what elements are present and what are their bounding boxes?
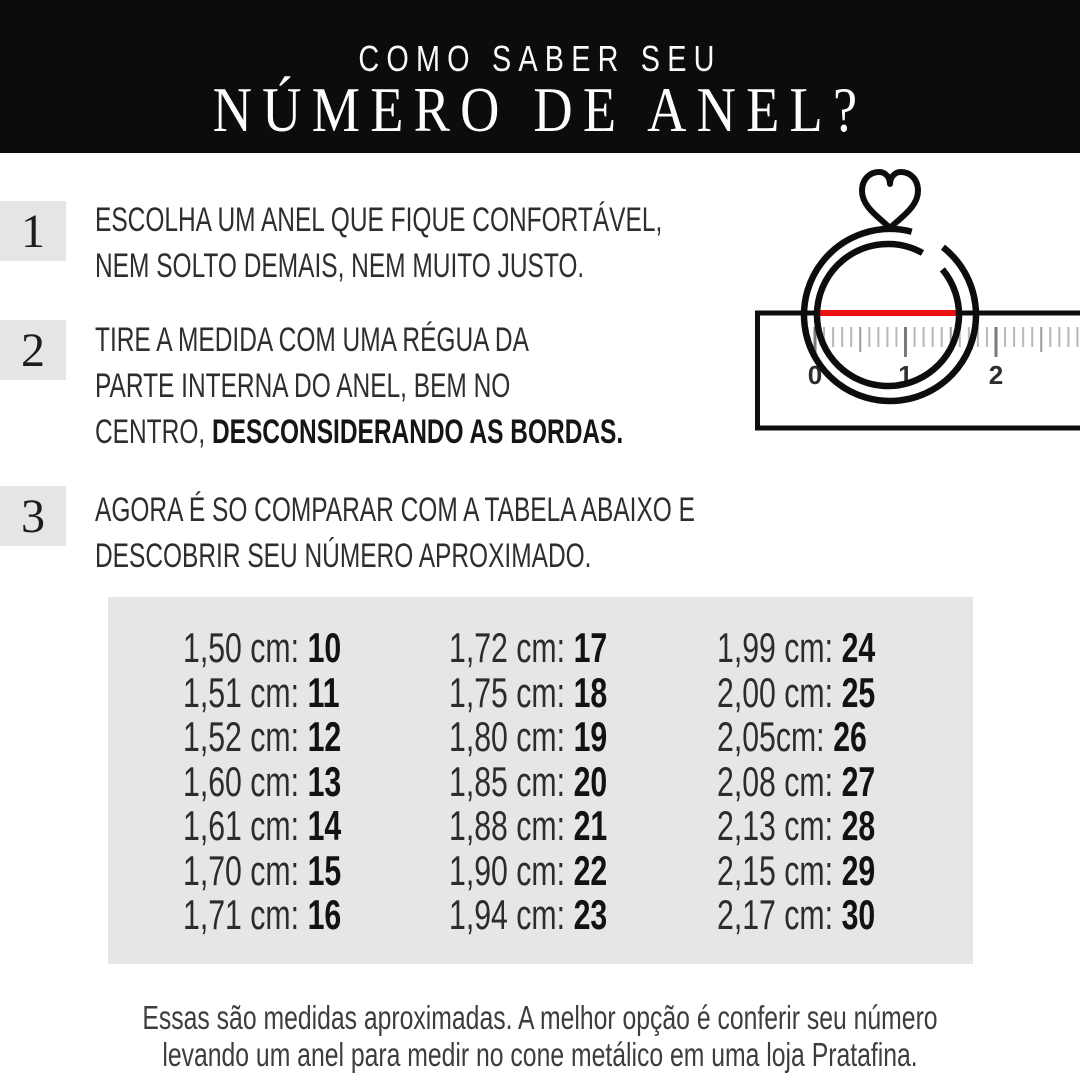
- cm-measure: 1,80 cm:: [449, 713, 565, 760]
- ring-size-number: 19: [573, 713, 608, 760]
- cm-measure: 1,90 cm:: [449, 846, 565, 894]
- table-cell: [717, 626, 875, 671]
- table-cell: [717, 715, 875, 760]
- table-cell: [183, 626, 341, 671]
- table-cell: [449, 893, 607, 938]
- ring-size-number: 11: [307, 668, 340, 716]
- table-cell: [717, 668, 876, 716]
- ring-size-number: 24: [841, 624, 876, 671]
- table-cell: [183, 893, 341, 938]
- footer-line-1: Essas são medidas aproximadas. A melhor opção é conferir seu número: [142, 999, 938, 1036]
- step-3-line-2: DESCOBRIR SEU NÚMERO APROXIMADO.: [95, 537, 592, 575]
- footer-note: [135, 999, 945, 1073]
- cm-measure: 1,60 cm:: [183, 757, 299, 805]
- cm-measure: 1,85 cm:: [449, 757, 565, 805]
- table-cell: [449, 626, 607, 671]
- step-3-line-1: AGORA É SO COMPARAR COM A TABELA ABAIXO E: [95, 491, 695, 529]
- ring-size-number: 14: [307, 802, 342, 849]
- step-1-line-2: NEM SOLTO DEMAIS, NEM MUITO JUSTO.: [95, 247, 585, 285]
- ruler-mark-0: 0: [807, 360, 823, 390]
- table-cell: [717, 804, 875, 849]
- step-2-text: [95, 317, 623, 455]
- cm-measure: 1,75 cm:: [449, 668, 565, 716]
- table-cell: [183, 846, 342, 894]
- header-subtitle: COMO SABER SEU: [358, 38, 722, 79]
- ring-size-number: 18: [573, 668, 608, 716]
- cm-measure: 1,88 cm:: [449, 802, 565, 849]
- table-cell: [183, 715, 341, 760]
- ring-size-number: 22: [573, 846, 608, 894]
- table-cell: [183, 668, 341, 716]
- cm-measure: 2,15 cm:: [717, 846, 833, 894]
- heart-icon: [862, 172, 918, 228]
- table-cell: [449, 757, 608, 805]
- step-1-number: 1: [21, 204, 45, 258]
- ring-size-number: 21: [573, 802, 608, 849]
- cm-measure: 2,17 cm:: [717, 891, 833, 938]
- cm-measure: 1,51 cm:: [183, 668, 299, 716]
- page-title: NÚMERO DE ANEL?: [212, 74, 868, 145]
- table-cell: [717, 757, 876, 805]
- cm-measure: 1,99 cm:: [717, 624, 833, 671]
- cm-measure: 1,50 cm:: [183, 624, 299, 671]
- cm-measure: 1,94 cm:: [449, 891, 565, 938]
- ring-size-number: 26: [833, 713, 867, 760]
- step-3-number: 3: [21, 489, 45, 543]
- cm-measure: 2,00 cm:: [717, 668, 833, 716]
- ring-size-number: 10: [307, 624, 342, 671]
- step-2-number: 2: [21, 323, 45, 377]
- step-2-line-1: TIRE A MEDIDA COM UMA RÉGUA DA: [95, 321, 529, 359]
- cm-measure: 1,72 cm:: [449, 624, 565, 671]
- ring-size-number: 27: [841, 757, 876, 805]
- step-2-bold-text: DESCONSIDERANDO AS BORDAS.: [211, 413, 624, 451]
- step-2-line-2: PARTE INTERNA DO ANEL, BEM NO: [95, 367, 511, 405]
- table-cell: [449, 804, 607, 849]
- cm-measure: 1,52 cm:: [183, 713, 299, 760]
- step-1-line-1: ESCOLHA UM ANEL QUE FIQUE CONFORTÁVEL,: [95, 201, 663, 239]
- step-2-badge: [0, 320, 66, 380]
- cm-measure: 2,08 cm:: [717, 757, 833, 805]
- ring-size-number: 20: [573, 757, 608, 805]
- table-cell: [183, 804, 341, 849]
- ring-size-number: 25: [841, 668, 876, 716]
- ring-size-number: 15: [307, 846, 342, 894]
- ring-size-number: 23: [573, 891, 608, 938]
- step-3-text: [95, 487, 695, 579]
- table-cell: [449, 846, 608, 894]
- ring-size-number: 16: [307, 891, 342, 938]
- step-1-text: [95, 197, 662, 289]
- table-cell: [717, 893, 875, 938]
- table-cell: [449, 668, 608, 716]
- size-table-column-1: [183, 626, 341, 938]
- size-table-column-2: [449, 626, 607, 938]
- cm-measure: 1,61 cm:: [183, 802, 299, 849]
- table-cell: [183, 757, 342, 805]
- ring-size-number: 13: [307, 757, 342, 805]
- ring-size-number: 17: [573, 624, 608, 671]
- footer-line-2: levando um anel para medir no cone metálico em uma loja Pratafina.: [162, 1036, 918, 1073]
- header-band: [0, 0, 1080, 153]
- cm-measure: 2,05cm:: [717, 713, 825, 760]
- cm-measure: 1,70 cm:: [183, 846, 299, 894]
- ring-size-number: 29: [841, 846, 876, 894]
- ring-size-number: 12: [307, 713, 342, 760]
- ruler-mark-2: 2: [988, 360, 1004, 390]
- ring-size-number: 28: [841, 802, 876, 849]
- heart-ring-ruler-illustration: [740, 163, 1080, 448]
- ring-size-number: 30: [841, 891, 876, 938]
- step-3-badge: [0, 486, 66, 546]
- size-table-column-3: [717, 626, 875, 938]
- cm-measure: 1,71 cm:: [183, 891, 299, 938]
- step-1-badge: [0, 201, 66, 261]
- ruler-mark-1: 1: [898, 360, 913, 390]
- table-cell: [717, 846, 876, 894]
- step-2-line-3: CENTRO, DESCONSIDERANDO AS BORDAS.: [95, 413, 624, 451]
- table-cell: [449, 715, 607, 760]
- cm-measure: 2,13 cm:: [717, 802, 833, 849]
